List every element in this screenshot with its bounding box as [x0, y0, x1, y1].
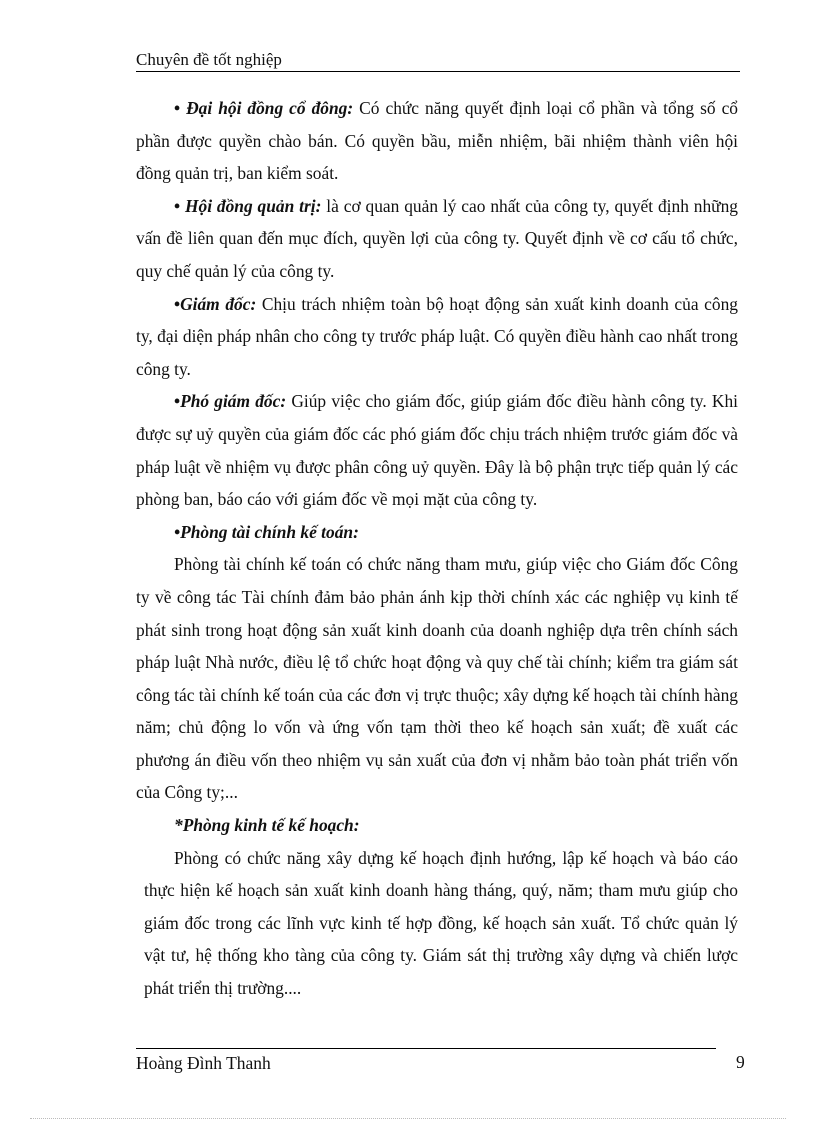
footer-divider: [136, 1048, 716, 1049]
bullet-icon: •: [174, 391, 181, 412]
section-text: Giúp việc cho giám đốc, giúp giám đốc điều hành công ty. Khi được sự uỷ quyền của giám đốc các phó giám đốc chịu trách nhiệm trước giám đốc và pháp luật về nhiệm vụ được phân công uỷ quyền. Đây là bộ phận trực tiếp quản lý các phòng ban, báo cáo với giám đốc về mọi mặt của công ty.: [136, 391, 738, 510]
page-number: 9: [736, 1052, 745, 1072]
section-label: Đại hội đồng cổ đông:: [186, 98, 354, 118]
section-label: Hội đồng quản trị:: [184, 195, 322, 216]
header-divider: [136, 71, 740, 72]
section-director: [136, 288, 738, 386]
section-deputy-director: [136, 385, 738, 515]
bullet-icon: •: [174, 98, 181, 118]
bullet-icon: •: [174, 195, 181, 216]
section-label: Phó giám đốc:: [180, 391, 287, 412]
section-text: Chịu trách nhiệm toàn bộ hoạt động sản xuất kinh doanh của công ty, đại diện pháp nhân cho công ty trước pháp luật. Có quyền điều hành cao nhất trong công ty.: [136, 293, 738, 379]
finance-heading: •Phòng tài chính kế toán:: [174, 521, 359, 542]
bullet-icon: •: [174, 293, 181, 314]
section-board-of-directors: [136, 190, 738, 288]
planning-block: [136, 842, 738, 1005]
document-body: [136, 92, 738, 1005]
footer-author: Hoàng Đình Thanh: [136, 1053, 271, 1073]
section-text: Có chức năng quyết định loại cổ phần và tổng số cổ phần được quyền chào bán. Có quyền bầu, miễn nhiệm, bãi nhiệm thành viên hội đồng quản trị, ban kiểm soát.: [136, 98, 738, 184]
planning-heading: *Phòng kinh tế kế hoạch:: [174, 815, 360, 836]
planning-paragraph: Phòng có chức năng xây dựng kế hoạch định hướng, lập kế hoạch và báo cáo thực hiện kế hoạch sản xuất kinh doanh hàng tháng, quý, năm; tham mưu giúp cho giám đốc trong các lĩnh vực kinh tế hợp đồng, kế hoạch sản xuất. Tổ chức quản lý vật tư, hệ thống kho tàng của công ty. Giám sát thị trường xây dựng và chiến lược phát triển thị trường....: [144, 847, 738, 999]
section-general-meeting: [136, 92, 738, 190]
page-edge-divider: [30, 1118, 786, 1119]
finance-paragraph: Phòng tài chính kế toán có chức năng tham mưu, giúp việc cho Giám đốc Công ty về công tác Tài chính đảm bảo phản ánh kịp thời chính xác các nghiệp vụ kinh tế phát sinh trong hoạt động sản xuất kinh doanh của doanh nghiệp dựa trên chính sách pháp luật Nhà nước, điều lệ tổ chức hoạt động và quy chế tài chính; kiểm tra giám sát công tác tài chính kế toán của các đơn vị trực thuộc; xây dựng kế hoạch tài chính hàng năm; chủ động lo vốn và ứng vốn tạm thời theo kế hoạch sản xuất; đề xuất các phương án điều vốn theo nhiệm vụ sản xuất của đơn vị nhằm bảo toàn phát triển vốn của Công ty;...: [136, 554, 738, 803]
section-text: là cơ quan quản lý cao nhất của công ty, quyết định những vấn đề liên quan đến mục đích, quyền lợi của công ty. Quyết định về cơ cấu tổ chức, quy chế quản lý của công ty.: [136, 195, 738, 281]
document-header-title: Chuyên đề tốt nghiệp: [136, 50, 282, 69]
section-label: Giám đốc:: [180, 293, 257, 314]
